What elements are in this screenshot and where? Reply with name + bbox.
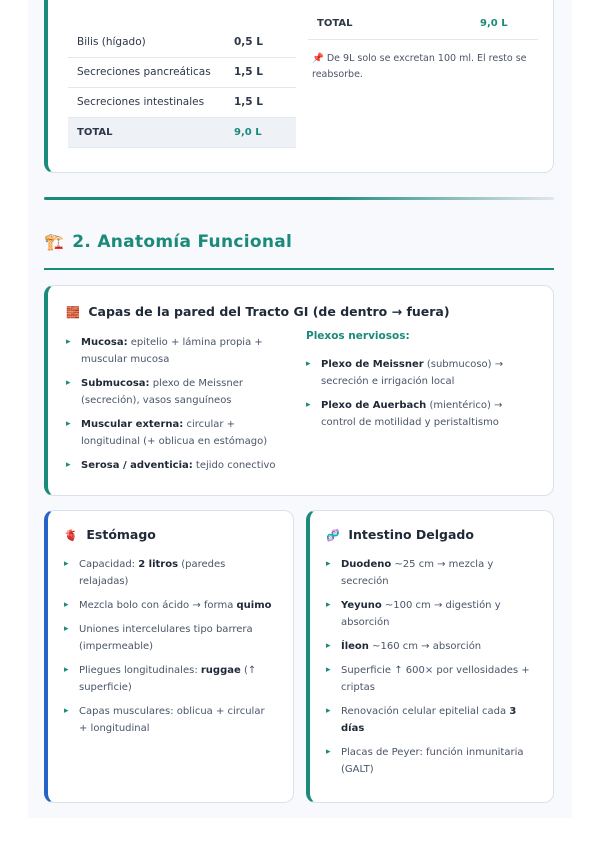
secretions-card bbox=[44, 0, 554, 173]
plexus-heading: Plexos nerviosos: bbox=[306, 330, 410, 342]
stomach-list bbox=[64, 556, 274, 744]
list-item: ▸ Mezcla bolo con ácido → forma quimo bbox=[64, 597, 274, 614]
list-item: ▸ Uniones intercelulares tipo barrera (impermeable) bbox=[64, 621, 274, 655]
reabsorption-note: 📌 De 9L solo se excretan 100 ml. El resto se reabsorbe. bbox=[312, 53, 527, 80]
list-item: ▸ Plexo de Auerbach (mientérico) → control de motilidad y peristaltismo bbox=[306, 397, 536, 431]
table-total-row bbox=[308, 9, 538, 39]
list-item: ▸ Yeyuno ~100 cm → digestión y absorción bbox=[326, 597, 536, 631]
page-content bbox=[28, 0, 572, 818]
summary-table bbox=[308, 9, 538, 40]
stomach-card-title bbox=[64, 527, 156, 542]
list-item: ▸ Capacidad: 2 litros (paredes relajadas) bbox=[64, 556, 274, 590]
list-item: ▸ Mucosa: epitelio + lámina propia + muscular mucosa bbox=[66, 334, 294, 368]
stomach-icon: 🫀 bbox=[64, 529, 78, 542]
table-row bbox=[68, 57, 296, 87]
construction-crane-icon: 🏗️ bbox=[44, 232, 65, 251]
total-label: TOTAL bbox=[68, 117, 234, 147]
intestine-list bbox=[326, 556, 536, 785]
plexus-list bbox=[306, 356, 536, 438]
layers-card bbox=[44, 285, 554, 496]
row-value: 0,5 L bbox=[234, 27, 296, 57]
section-underline bbox=[44, 268, 554, 270]
row-value: 1,5 L bbox=[234, 57, 296, 87]
layers-list bbox=[66, 334, 294, 481]
intestine-card-title bbox=[326, 527, 474, 542]
stomach-card bbox=[44, 510, 294, 803]
total-value: 9,0 L bbox=[480, 9, 538, 39]
table-total-row bbox=[68, 117, 296, 147]
list-item: ▸ Capas musculares: oblicua + circular + longitudinal bbox=[64, 703, 274, 737]
list-item: ▸ Pliegues longitudinales: ruggae (↑ superficie) bbox=[64, 662, 274, 696]
list-item: ▸ Íleon ~160 cm → absorción bbox=[326, 638, 536, 655]
intestine-card-title-text: Intestino Delgado bbox=[348, 527, 474, 542]
section-title-text: 2. Anatomía Funcional bbox=[72, 232, 293, 252]
intestine-card bbox=[306, 510, 554, 803]
layers-card-title-text: Capas de la pared del Tracto GI (de dentro → fuera) bbox=[88, 304, 450, 319]
list-item: ▸ Superficie ↑ 600× por vellosidades + criptas bbox=[326, 662, 536, 696]
stomach-card-title-text: Estómago bbox=[86, 527, 156, 542]
list-item: ▸ Duodeno ~25 cm → mezcla y secreción bbox=[326, 556, 536, 590]
brick-icon: 🧱 bbox=[66, 306, 80, 319]
section-title bbox=[44, 232, 292, 252]
row-label: Secreciones pancreáticas bbox=[68, 57, 234, 87]
list-item: ▸ Muscular externa: circular + longitudinal (+ oblicua en estómago) bbox=[66, 416, 294, 450]
layers-card-title bbox=[66, 304, 450, 319]
list-item: ▸ Plexo de Meissner (submucoso) → secreción e irrigación local bbox=[306, 356, 536, 390]
total-value: 9,0 L bbox=[234, 117, 296, 147]
list-item: ▸ Serosa / adventicia: tejido conectivo bbox=[66, 457, 294, 474]
section-divider bbox=[44, 197, 554, 200]
row-label: Bilis (hígado) bbox=[68, 27, 234, 57]
total-label: TOTAL bbox=[308, 9, 480, 39]
row-label: Secreciones intestinales bbox=[68, 87, 234, 117]
secretions-table bbox=[68, 27, 296, 148]
dna-icon: 🧬 bbox=[326, 529, 340, 542]
table-row bbox=[68, 27, 296, 57]
table-row bbox=[68, 87, 296, 117]
list-item: ▸ Placas de Peyer: función inmunitaria (GALT) bbox=[326, 744, 536, 778]
list-item: ▸ Submucosa: plexo de Meissner (secreción), vasos sanguíneos bbox=[66, 375, 294, 409]
row-value: 1,5 L bbox=[234, 87, 296, 117]
list-item: ▸ Renovación celular epitelial cada 3 días bbox=[326, 703, 536, 737]
